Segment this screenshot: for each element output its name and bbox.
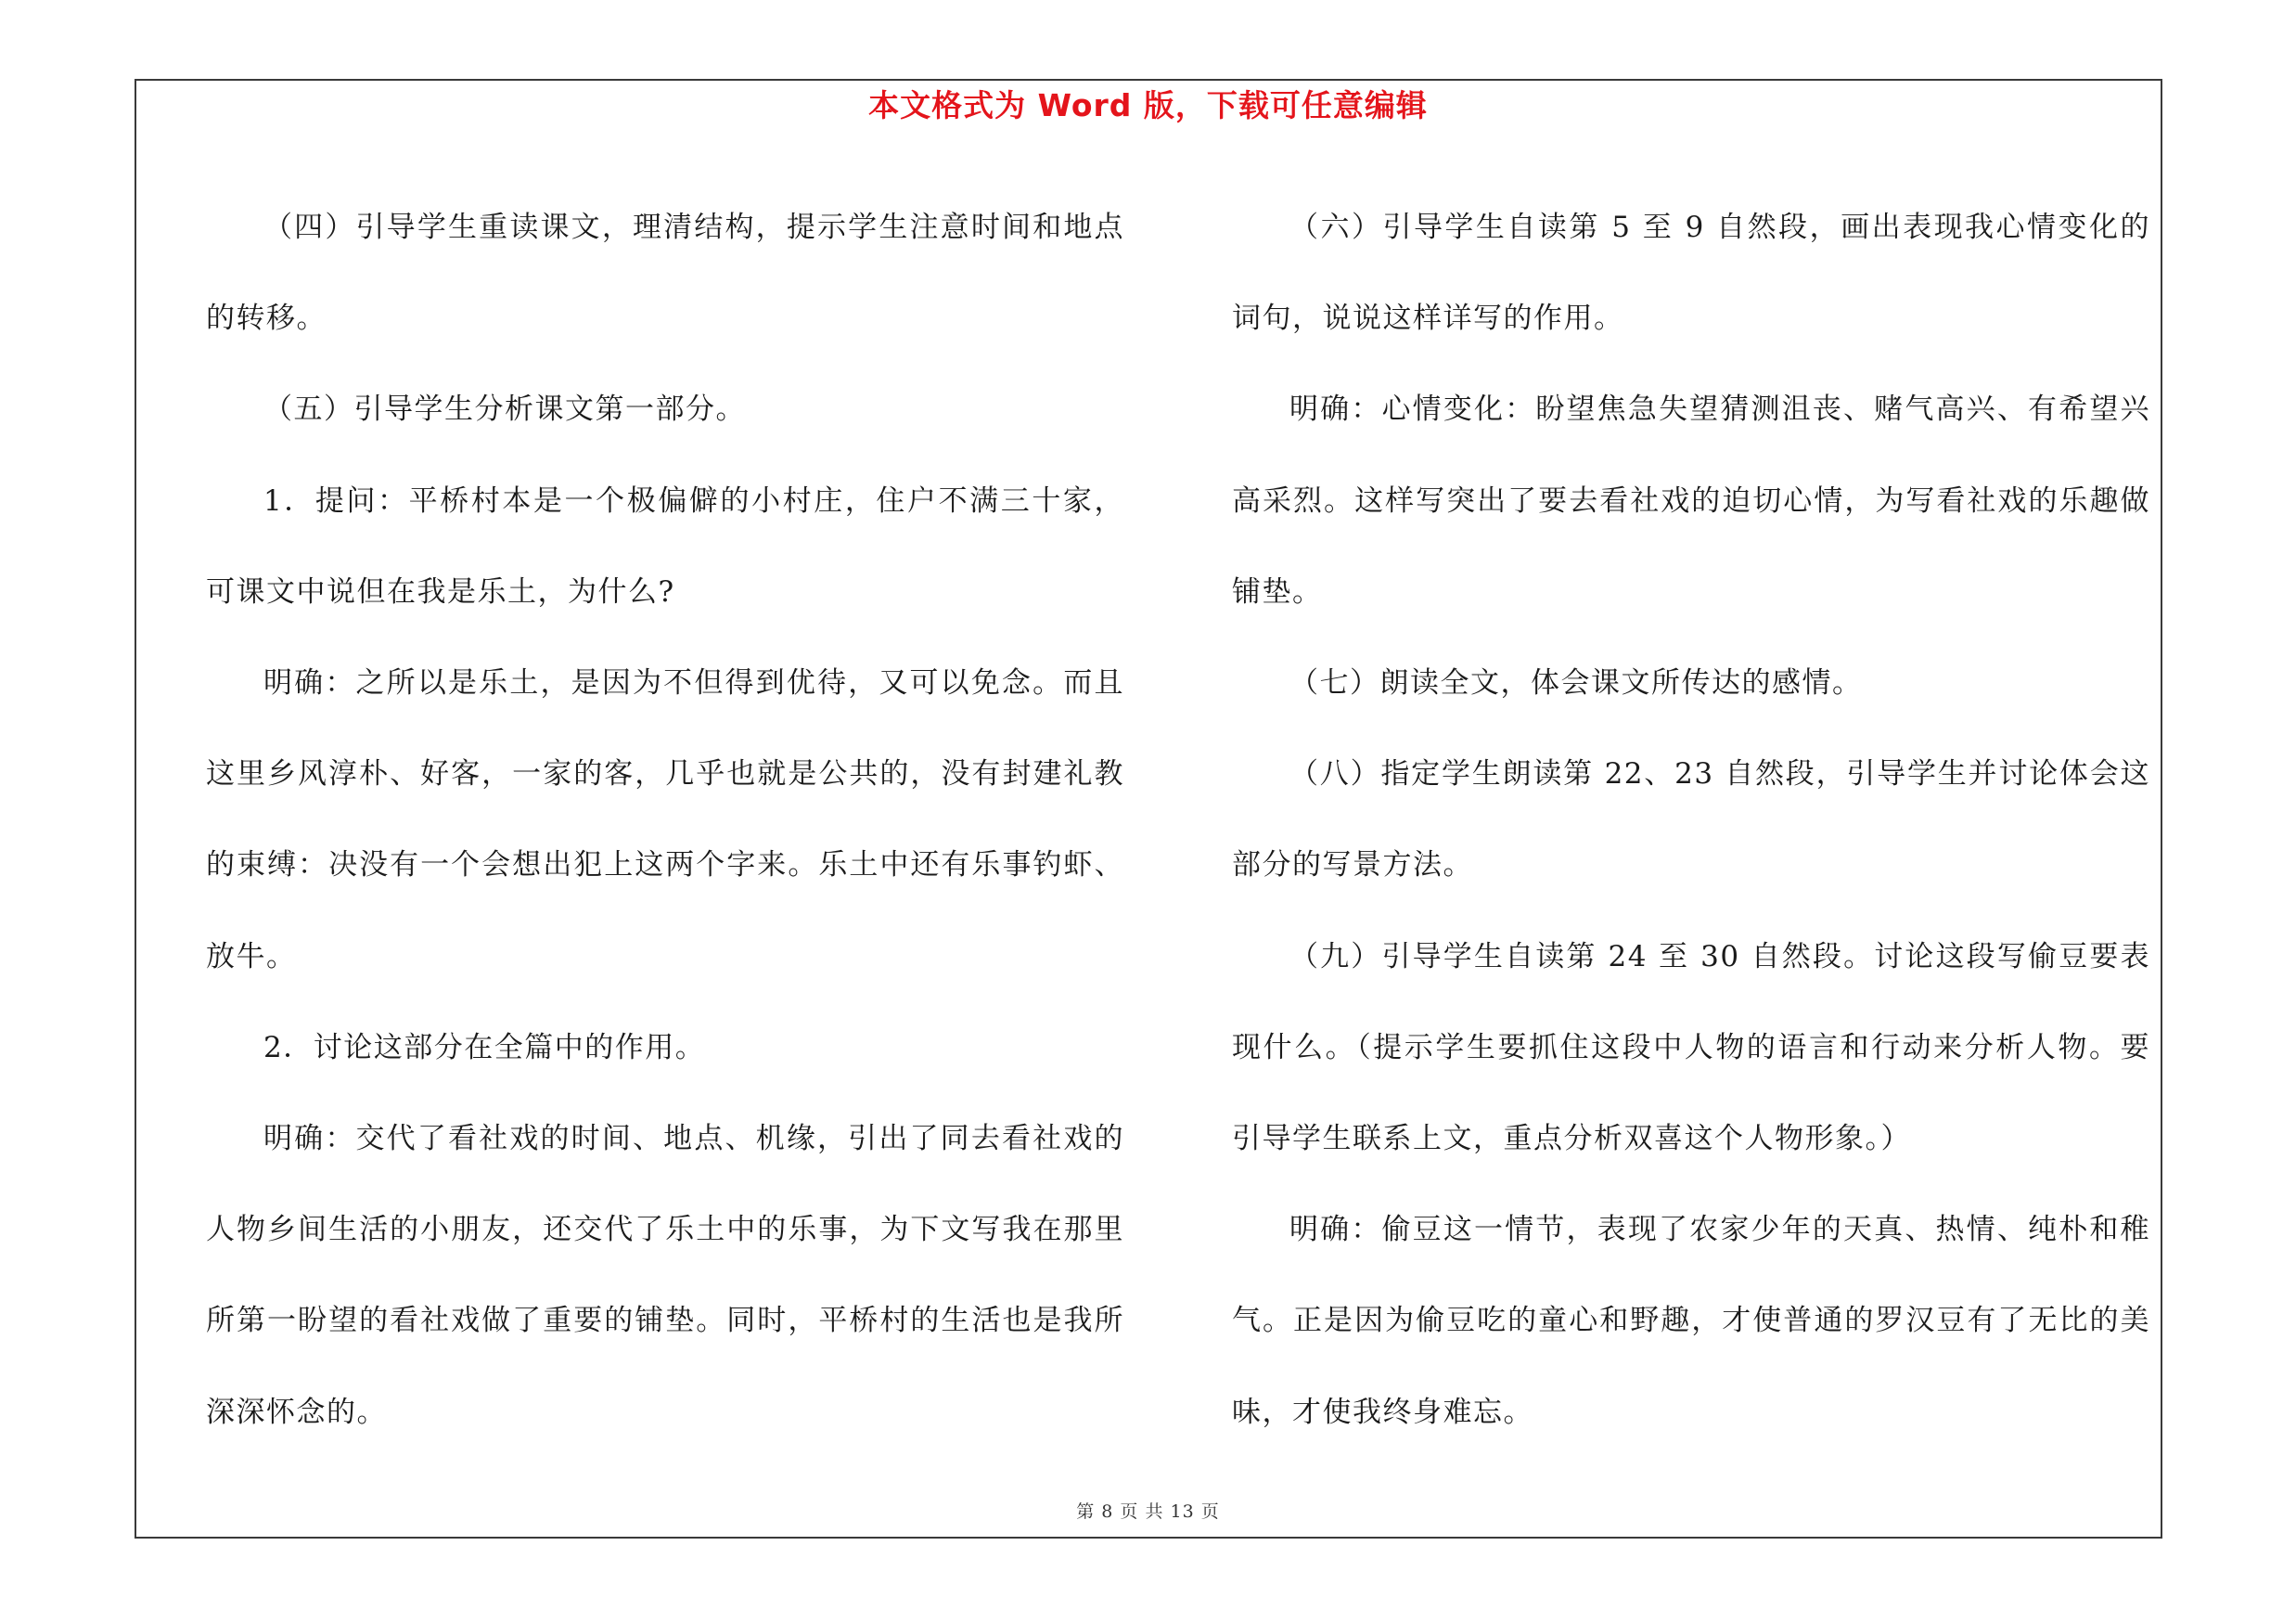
paragraph: 明确：交代了看社戏的时间、地点、机缘，引出了同去看社戏的人物乡间生活的小朋友，还交代了乐土中的乐事，为下文写我在那里所第一盼望的看社戏做了重要的铺垫。同时，平桥村的生活也是我所深深怀念的。 (206, 1122, 1124, 1429)
paragraph: （六）引导学生自读第 5 至 9 自然段，画出表现我心情变化的词句，说说这样详写的作用。 (1232, 211, 2150, 336)
paragraph: （七）朗读全文，体会课文所传达的感情。 (1289, 666, 1863, 701)
paragraph: （八）指定学生朗读第 22、23 自然段，引导学生并讨论体会这部分的写景方法。 (1232, 757, 2150, 882)
page-number-footer: 第 8 页 共 13 页 (1076, 1501, 1220, 1522)
left-column (206, 182, 1134, 1458)
paragraph: （四）引导学生重读课文，理清结构，提示学生注意时间和地点的转移。 (206, 211, 1124, 336)
paragraph: 2．讨论这部分在全篇中的作用。 (263, 1030, 706, 1064)
paragraph: 1．提问：平桥村本是一个极偏僻的小村庄，住户不满三十家，可课文中说但在我是乐土，为什么? (206, 483, 1124, 609)
paragraph: （五）引导学生分析课文第一部分。 (263, 393, 746, 427)
paragraph: 明确：偷豆这一情节，表现了农家少年的天真、热情、纯朴和稚气。正是因为偷豆吃的童心和野趣，才使普通的罗汉豆有了无比的美味，才使我终身难忘。 (1232, 1213, 2150, 1429)
format-banner: 本文格式为 Word 版，下载可任意编辑 (868, 87, 1428, 123)
right-column (1232, 182, 2160, 1458)
paragraph: 明确：之所以是乐土，是因为不但得到优待，又可以免念。而且这里乡风淳朴、好客，一家的客，几乎也就是公共的，没有封建礼教的束缚：决没有一个会想出犯上这两个字来。乐土中还有乐事钓虾、放牛。 (206, 666, 1124, 973)
paragraph: （九）引导学生自读第 24 至 30 自然段。讨论这段写偷豆要表现什么。（提示学生要抓住这段中人物的语言和行动来分析人物。要引导学生联系上文，重点分析双喜这个人物形象。） (1232, 939, 2150, 1156)
paragraph: 明确：心情变化：盼望焦急失望猜测沮丧、赌气高兴、有希望兴高采烈。这样写突出了要去看社戏的迫切心情，为写看社戏的乐趣做铺垫。 (1232, 393, 2150, 609)
